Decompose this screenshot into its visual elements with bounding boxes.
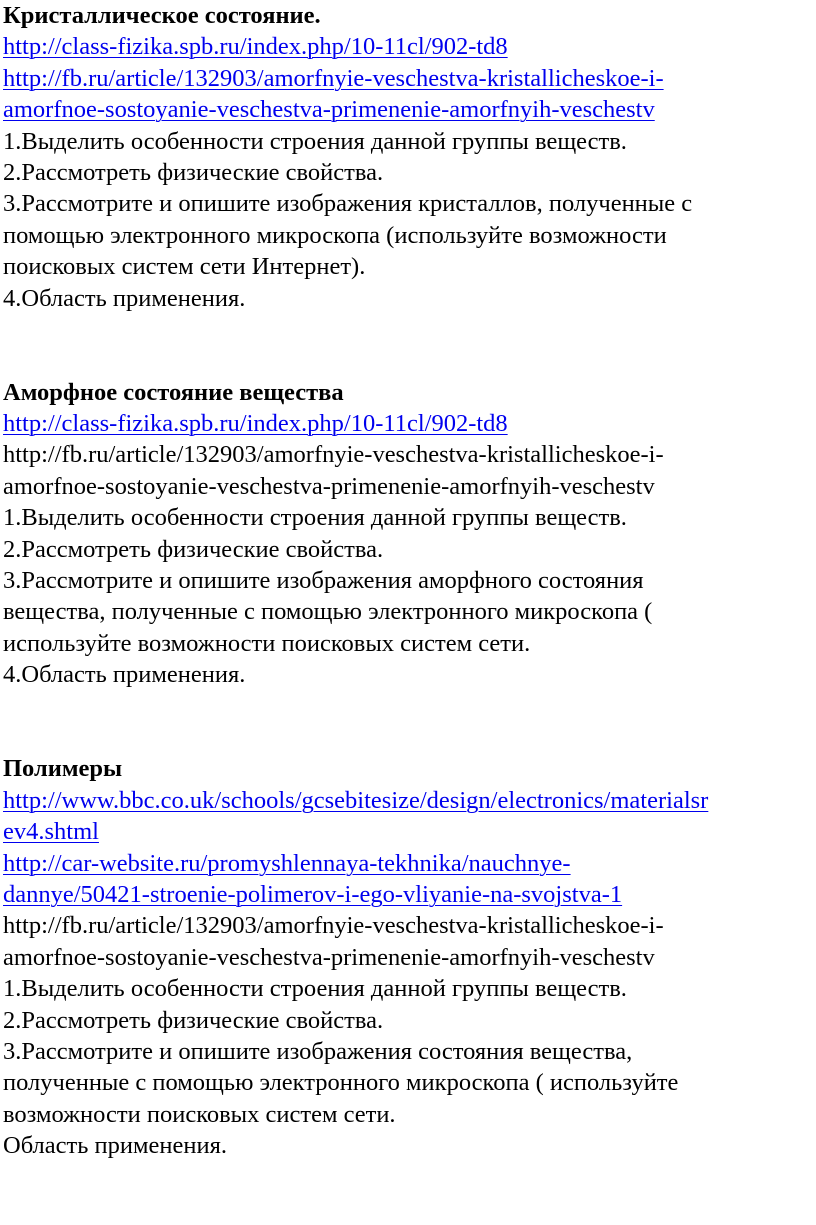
list-item: 4.Область применения.: [3, 284, 246, 312]
list-item-continuation: возможности поисковых систем сети.: [3, 1100, 396, 1128]
list-item-continuation: помощью электронного микроскопа (используйте возможности: [3, 221, 667, 249]
plain-url-text: amorfnoe-sostoyanie-veschestva-primenenie-amorfnyih-veschestv: [3, 472, 655, 500]
list-item: 2.Рассмотреть физические свойства.: [3, 535, 384, 563]
link-bbc-part2[interactable]: ev4.shtml: [3, 818, 99, 846]
spacer: [3, 691, 816, 722]
list-item: 1.Выделить особенности строения данной группы веществ.: [3, 504, 627, 532]
list-item: 2.Рассмотреть физические свойства.: [3, 158, 384, 186]
spacer: [3, 722, 816, 753]
link-bbc-part1[interactable]: http://www.bbc.co.uk/schools/gcsebitesize/design/electronics/materialsr: [3, 786, 709, 814]
plain-url-text: amorfnoe-sostoyanie-veschestva-primenenie-amorfnyih-veschestv: [3, 943, 655, 971]
list-item: 1.Выделить особенности строения данной группы веществ.: [3, 975, 627, 1003]
list-item-continuation: полученные с помощью электронного микроскопа ( используйте: [3, 1069, 679, 1097]
list-item: 3.Рассмотрите и опишите изображения состояния вещества,: [3, 1037, 633, 1065]
list-item: 2.Рассмотреть физические свойства.: [3, 1006, 384, 1034]
spacer: [3, 345, 816, 376]
link-class-fizika[interactable]: http://class-fizika.spb.ru/index.php/10-11cl/902-td8: [3, 410, 508, 438]
list-item-continuation: используйте возможности поисковых систем сети.: [3, 629, 531, 657]
spacer: [3, 314, 816, 345]
list-item: 3.Рассмотрите и опишите изображения кристаллов, полученные с: [3, 190, 693, 218]
link-fb-article-part1[interactable]: http://fb.ru/article/132903/amorfnyie-veschestva-kristallicheskoe-i-: [3, 64, 664, 92]
section-title-polymers: Полимеры: [3, 755, 123, 783]
section-title-crystalline: Кристаллическое состояние.: [3, 2, 321, 29]
link-car-website-part1[interactable]: http://car-website.ru/promyshlennaya-tekhnika/nauchnye-: [3, 849, 571, 877]
link-class-fizika[interactable]: http://class-fizika.spb.ru/index.php/10-11cl/902-td8: [3, 33, 508, 61]
list-item: 1.Выделить особенности строения данной группы веществ.: [3, 127, 627, 155]
list-item-continuation: вещества, полученные с помощью электронного микроскопа (: [3, 598, 653, 626]
list-item-continuation: поисковых систем сети Интернет).: [3, 253, 366, 281]
list-item: Область применения.: [3, 1132, 227, 1160]
plain-url-text: http://fb.ru/article/132903/amorfnyie-veschestva-kristallicheskoe-i-: [3, 912, 664, 940]
plain-url-text: http://fb.ru/article/132903/amorfnyie-veschestva-kristallicheskoe-i-: [3, 441, 664, 469]
link-car-website-part2[interactable]: dannye/50421-stroenie-polimerov-i-ego-vliyanie-na-svojstva-1: [3, 880, 623, 908]
section-title-amorphous: Аморфное состояние вещества: [3, 378, 344, 406]
list-item: 4.Область применения.: [3, 661, 246, 689]
link-fb-article-part2[interactable]: amorfnoe-sostoyanie-veschestva-primenenie-amorfnyih-veschestv: [3, 96, 655, 124]
list-item: 3.Рассмотрите и опишите изображения аморфного состояния: [3, 567, 644, 595]
